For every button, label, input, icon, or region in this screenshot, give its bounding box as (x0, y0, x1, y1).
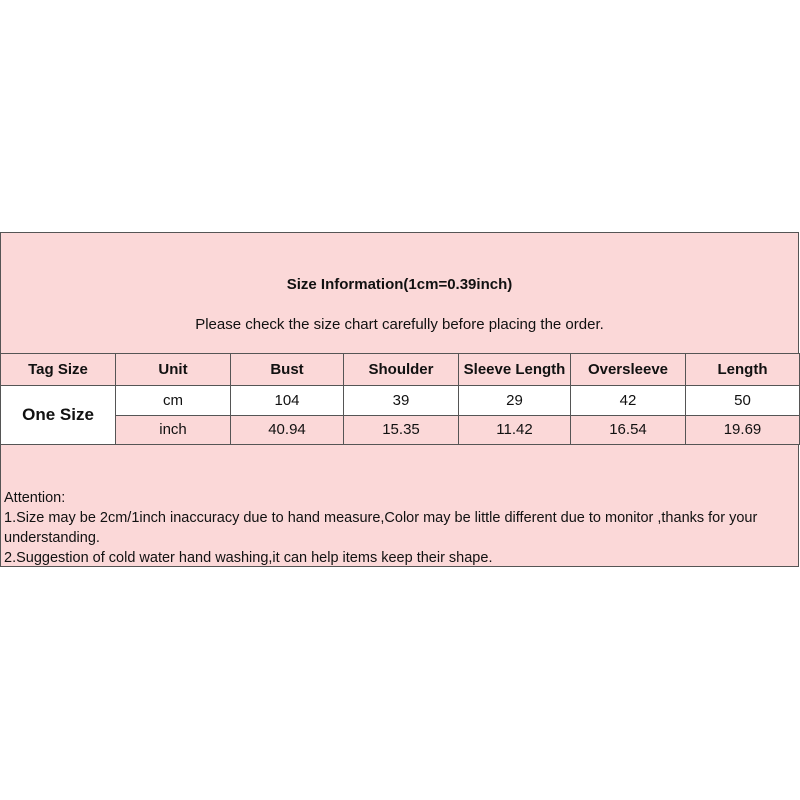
column-header-length: Length (686, 354, 800, 386)
attention-note-2: 2.Suggestion of cold water hand washing,it can help items keep their shape. (4, 550, 493, 566)
size-info-title: Size Information(1cm=0.39inch) (286, 276, 513, 293)
size-info-header (1, 233, 798, 353)
unit-cell: inch (116, 415, 231, 445)
size-info-subtitle: Please check the size chart carefully before placing the order. (195, 316, 604, 333)
column-header-oversleeve: Oversleeve (571, 354, 686, 386)
sleeve-length-cell: 11.42 (459, 415, 571, 445)
size-table (0, 353, 800, 445)
bust-cell: 104 (231, 386, 344, 416)
column-header-sleeve-length: Sleeve Length (459, 354, 571, 386)
shoulder-cell: 39 (344, 386, 459, 416)
attention-notes (4, 488, 794, 568)
attention-note-1: 1.Size may be 2cm/1inch inaccuracy due to hand measure,Color may be little different due to monitor ,thanks for your understanding. (4, 510, 758, 546)
bust-cell: 40.94 (231, 415, 344, 445)
size-info-sheet (0, 232, 799, 567)
oversleeve-cell: 16.54 (571, 415, 686, 445)
unit-cell: cm (116, 386, 231, 416)
length-cell: 19.69 (686, 415, 800, 445)
table-header-row (1, 354, 800, 386)
shoulder-cell: 15.35 (344, 415, 459, 445)
table-row (1, 415, 800, 445)
length-cell: 50 (686, 386, 800, 416)
tag-size-cell: One Size (1, 386, 116, 445)
column-header-unit: Unit (116, 354, 231, 386)
column-header-tag-size: Tag Size (1, 354, 116, 386)
column-header-shoulder: Shoulder (344, 354, 459, 386)
attention-heading: Attention: (4, 490, 66, 506)
oversleeve-cell: 42 (571, 386, 686, 416)
table-row (1, 386, 800, 416)
sleeve-length-cell: 29 (459, 386, 571, 416)
column-header-bust: Bust (231, 354, 344, 386)
